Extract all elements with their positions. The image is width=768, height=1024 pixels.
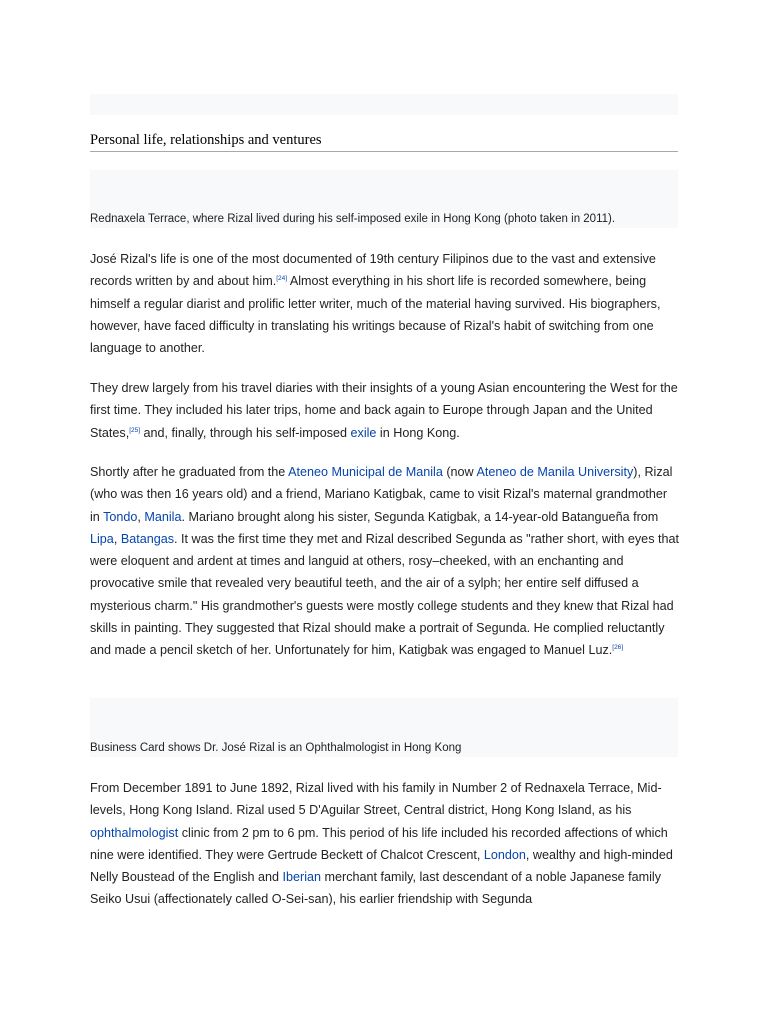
citation-ref[interactable]: [24]	[276, 275, 288, 283]
paragraph-3	[90, 461, 680, 662]
figure-caption: Rednaxela Terrace, where Rizal lived during his self-imposed exile in Hong Kong (photo taken in 2011).	[90, 213, 616, 225]
text: . Mariano brought along his sister, Segunda Katigbak, a 14-year-old Batangueña from	[181, 509, 659, 524]
text: José Rizal's life is one of the most documented of 19th century Filipinos due to the vast and extensive records written by and about him.	[90, 252, 656, 289]
link-exile[interactable]: exile	[350, 425, 377, 440]
text: in Hong Kong.	[376, 425, 460, 440]
link-batangas[interactable]: Batangas	[120, 531, 175, 546]
link-ophthalmologist[interactable]: ophthalmologist	[90, 825, 179, 840]
text: From December 1891 to June 1892, Rizal lived with his family in Number 2 of Rednaxela Terrace, Mid-levels, Hong Kong Island. Rizal used 5 D'Aguilar Street, Central district, Hong Kong Island, as his	[90, 781, 662, 818]
link-ateneo-university[interactable]: Ateneo de Manila University	[476, 465, 634, 479]
text: (now	[442, 465, 477, 479]
text: They drew largely from his travel diaries with their insights of a young Asian encountering the West for the first time. They included his later trips, home and back again to Europe through Japan and the United States,	[90, 381, 678, 440]
paragraph-1	[90, 248, 680, 359]
link-london[interactable]: London	[483, 847, 526, 862]
link-lipa[interactable]: Lipa	[90, 531, 114, 546]
figure-caption: Business Card shows Dr. José Rizal is an Ophthalmologist in Hong Kong	[90, 742, 462, 754]
link-iberian[interactable]: Iberian	[282, 870, 322, 885]
figure-business-card	[90, 698, 678, 757]
paragraph-4	[90, 777, 680, 911]
citation-ref[interactable]: [25]	[129, 426, 141, 434]
link-ateneo-municipal[interactable]: Ateneo Municipal de Manila	[288, 465, 443, 479]
text: Shortly after he graduated from the	[90, 465, 289, 479]
text: merchant family, last descendant of a noble Japanese family Seiko Usui (affectionately called O-Sei-san), his earlier friendship with Segunda	[90, 870, 662, 907]
text: ,	[113, 531, 121, 546]
text: , wealthy and high-minded Nelly Boustead of the English and	[90, 847, 673, 885]
text: . It was the first time they met and Rizal described Segunda as "rather short, with eyes that were eloquent and ardent at times and languid at others, rosy–cheeked, with an enchanting and provocative smile that revealed very beautiful teeth, and the air of a sylph; her entire self diffused a mysterious charm." His grandmother's guests were mostly college students and they knew that Rizal had skills in painting. They suggested that Rizal should make a portrait of Segunda. He complied reluctantly and made a pencil sketch of her. Unfortunately for him, Katigbak was engaged to Manuel Luz.	[90, 531, 679, 658]
link-manila[interactable]: Manila	[144, 509, 182, 524]
figure-rednaxela-terrace	[90, 170, 678, 228]
paragraph-2	[90, 377, 680, 444]
text: clinic from 2 pm to 6 pm. This period of his life included his recorded affections of which nine were identified. They were Gertrude Beckett of Chalcot Crescent,	[90, 825, 668, 862]
link-tondo[interactable]: Tondo	[103, 509, 138, 524]
section-heading: Personal life, relationships and ventures	[90, 132, 678, 152]
text: Almost everything in his short life is recorded somewhere, being himself a regular diarist and prolific letter writer, much of the material having survived. His biographers, however, have faced difficulty in translating his writings because of Rizal's habit of switching from one language to another.	[90, 274, 661, 356]
text: ), Rizal (who was then 16 years old) and a friend, Mariano Katigbak, came to visit Rizal's maternal grandmother in	[90, 465, 673, 524]
image-placeholder-top	[90, 94, 678, 115]
text: ,	[137, 509, 145, 524]
text: and, finally, through his self-imposed	[140, 425, 351, 440]
citation-ref[interactable]: [26]	[612, 644, 624, 652]
